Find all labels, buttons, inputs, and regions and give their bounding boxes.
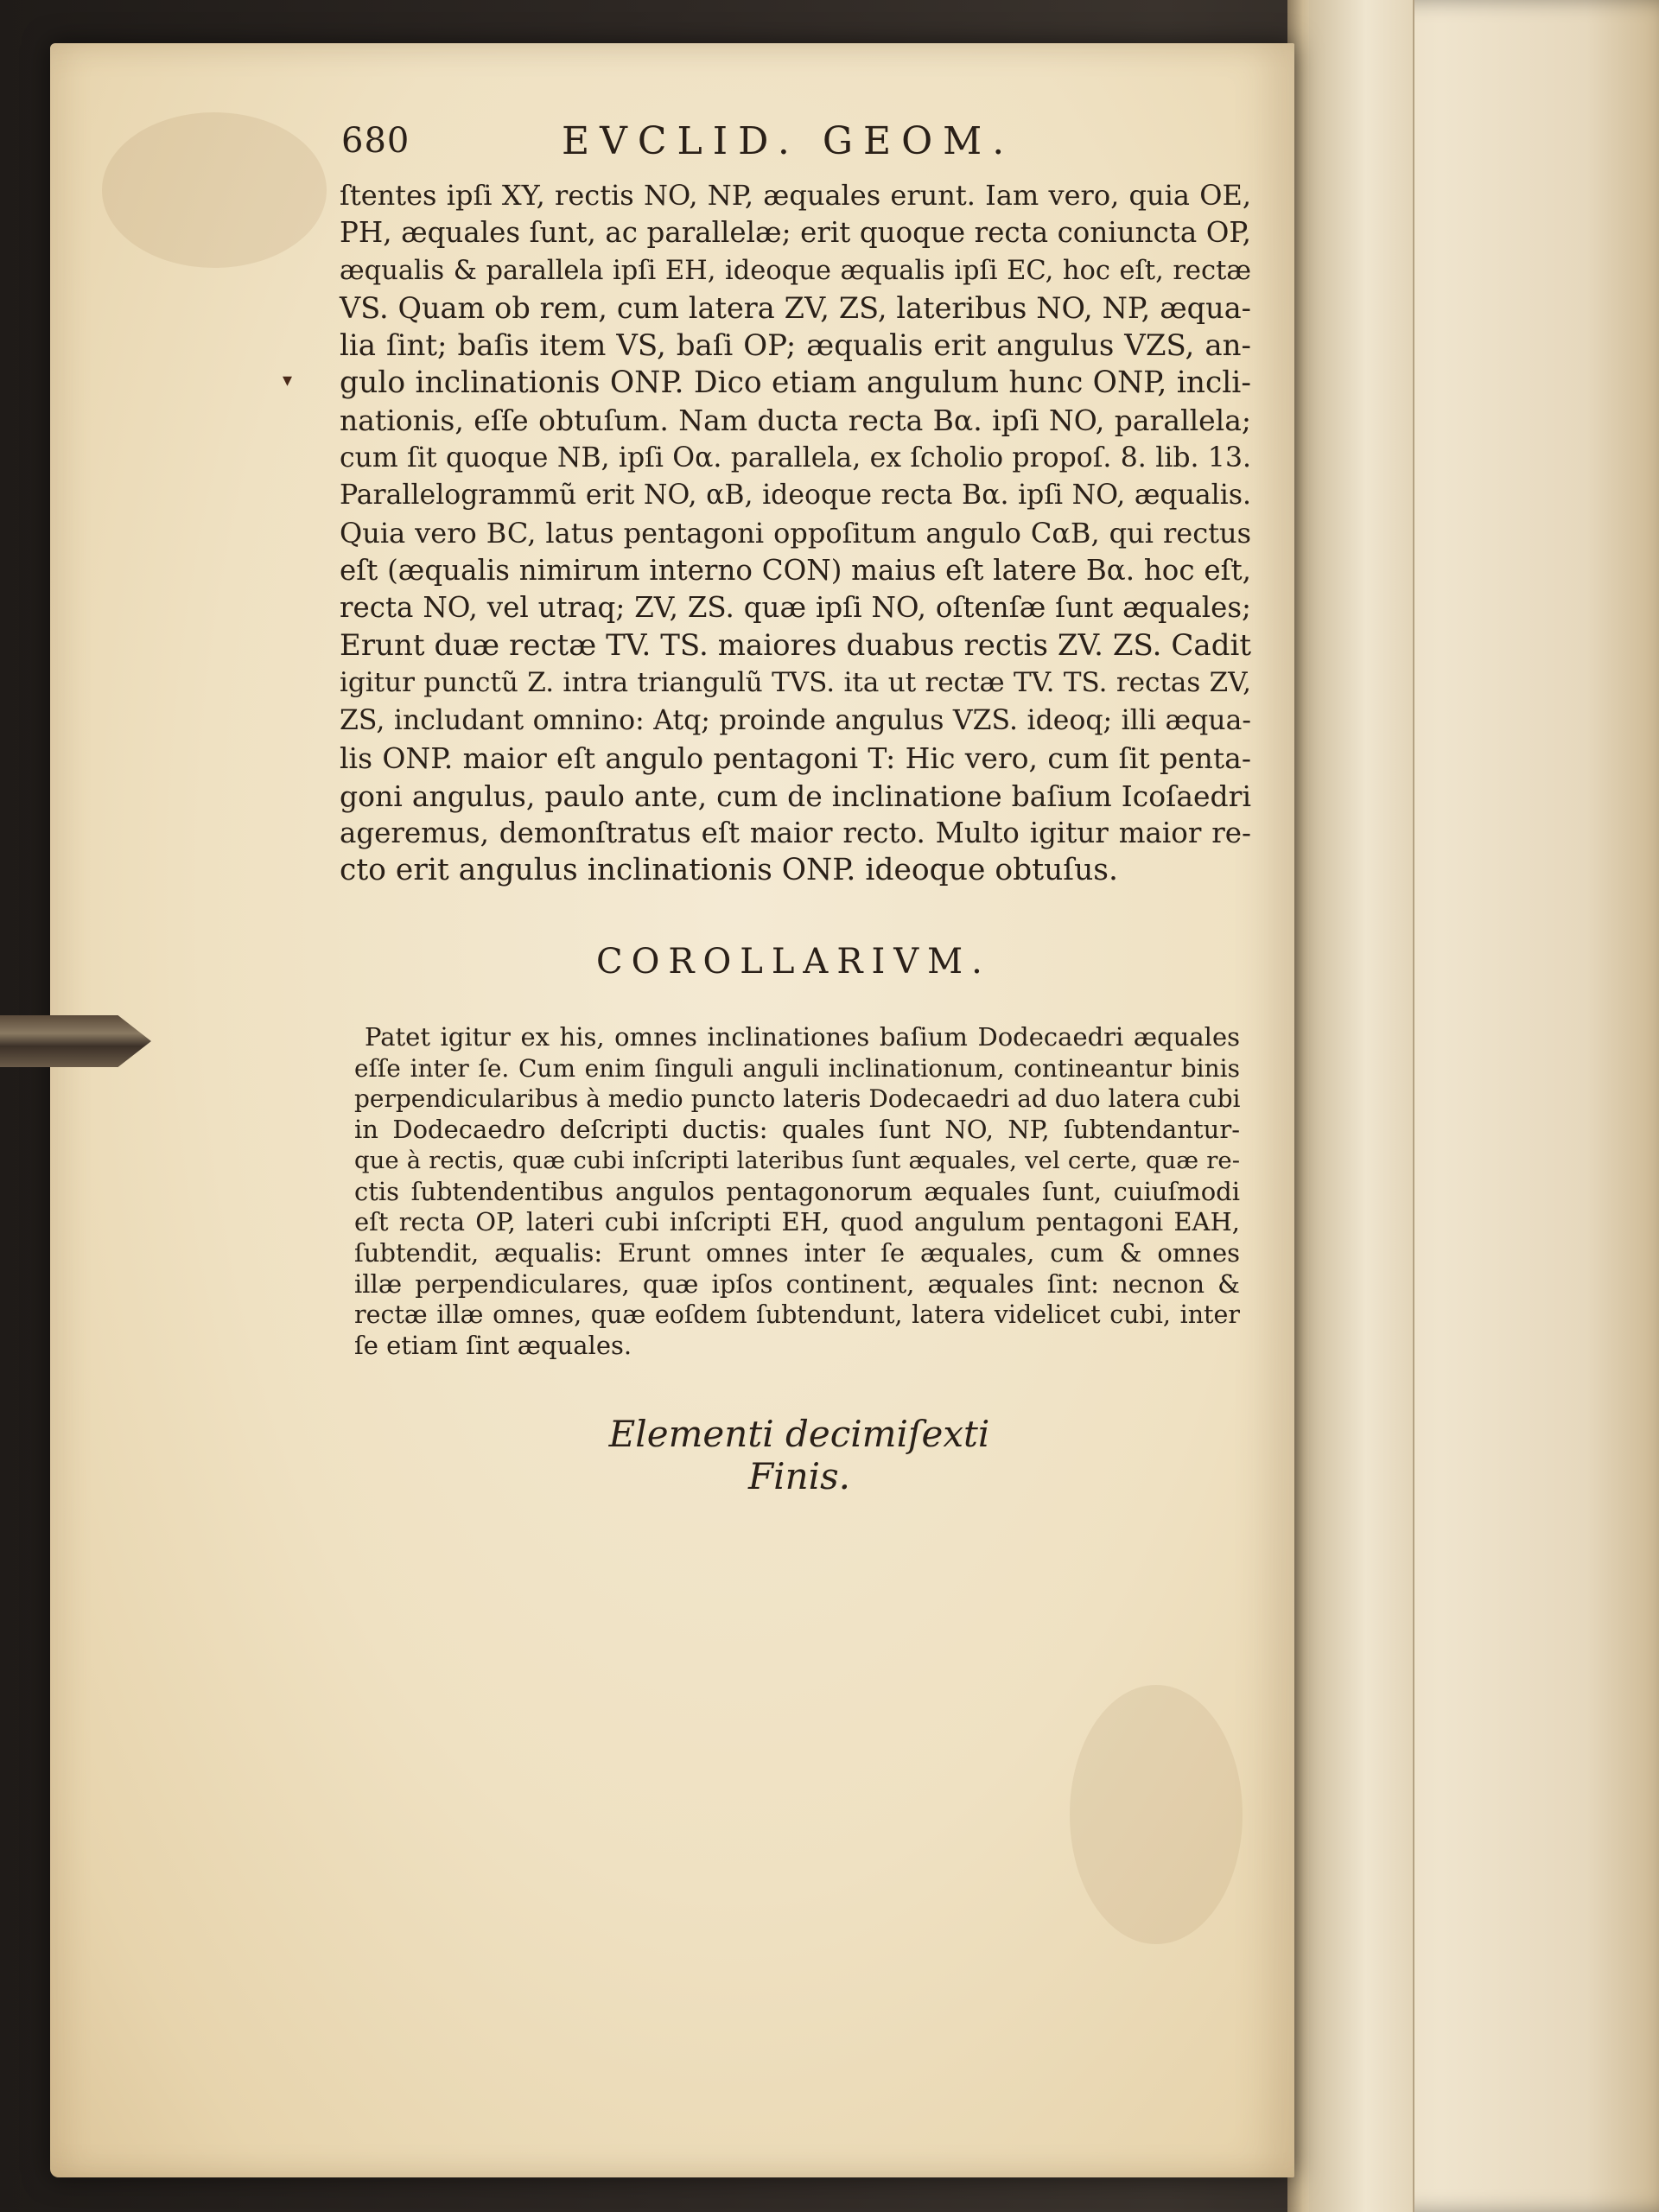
section-title: COROLLARIVM. — [596, 942, 991, 982]
corollary-text-block — [354, 1022, 1240, 1362]
text-line: Parallelogrammũ erit NO, αB, ideoque recta Bα. ipſi NO, æqualis. — [340, 480, 1251, 512]
text-line: ZS, includant omnino: Atq; proinde angulus VZS. ideoq; illi æqua- — [340, 704, 1251, 736]
text-line: VS. Quam ob rem, cum latera ZV, ZS, lateribus NO, NP, æqua- — [340, 291, 1251, 326]
main-text-block — [340, 177, 1251, 890]
paper-stain — [102, 112, 327, 268]
text-line: ſtentes ipſi XY, rectis NO, NP, æquales erunt. Iam vero, quia OE, — [340, 179, 1251, 212]
corollary-line: perpendicularibus à medio puncto lateris Dodecaedri ad duo latera cubi — [354, 1084, 1241, 1114]
page-number: 680 — [341, 121, 410, 161]
text-line: Erunt duæ rectæ TV. TS. maiores duabus rectis ZV. ZS. Cadit — [340, 627, 1251, 663]
text-line: æqualis & parallela ipſi EH, ideoque æqualis ipſi EC, hoc eſt, rectæ — [340, 255, 1251, 286]
corollary-line: ſe etiam ſint æquales. — [354, 1331, 632, 1361]
corollary-line: Patet igitur ex his, omnes inclinationes baſium Dodecaedri æquales — [365, 1022, 1240, 1052]
text-line: goni angulus, paulo ante, cum de inclinatione baſium Icoſaedri — [340, 779, 1251, 813]
text-line: igitur punctũ Z. intra triangulũ TVS. ita ut rectæ TV. TS. rectas ZV, — [340, 667, 1251, 699]
text-line: Quia vero BC, latus pentagoni oppoſitum angulo CαB, qui rectus — [340, 516, 1251, 550]
text-line: eſt (æqualis nimirum interno CON) maius eſt latere Bα. hoc eſt, — [340, 554, 1251, 588]
text-line: nationis, eſſe obtuſum. Nam ducta recta Bα. ipſi NO, parallela; — [340, 404, 1251, 438]
colophon: Elementi decimiſexti Finis. — [608, 1413, 990, 1497]
page-header — [341, 121, 1292, 164]
corollary-line: ctis ſubtendentibus angulos pentagonorum æquales ſunt, cuiuſmodi — [354, 1176, 1240, 1206]
next-leaf-edge — [1309, 0, 1414, 2212]
text-line: recta NO, vel utraq; ZV, ZS. quæ ipſi NO, oſtenſæ ſunt æquales; — [340, 591, 1251, 625]
text-line: gulo inclinationis ONP. Dico etiam angulum hunc ONP, incli- — [340, 365, 1251, 401]
paper-stain — [1070, 1685, 1243, 1944]
text-line: ageremus, demonſtratus eſt maior recto. Multo igitur maior re- — [340, 816, 1251, 849]
text-line: PH, æquales ſunt, ac parallelæ; erit quoque recta coniuncta OP, — [340, 216, 1251, 250]
corollary-line: rectæ illæ omnes, quæ eoſdem ſubtendunt, latera videlicet cubi, inter — [354, 1300, 1240, 1330]
corollary-line: que à rectis, quæ cubi inſcripti lateribus ſunt æquales, vel certe, quæ re- — [354, 1146, 1240, 1174]
text-line: lia ſint; baſis item VS, baſi OP; æqualis erit angulus VZS, an- — [340, 327, 1251, 363]
text-line: cum ſit quoque NB, ipſi Oα. parallela, ex ſcholio propoſ. 8. lib. 13. — [340, 442, 1251, 474]
text-line: cto erit angulus inclinationis ONP. ideoque obtuſus. — [340, 853, 1118, 888]
corollary-line: ſubtendit, æqualis: Erunt omnes inter ſe æquales, cum & omnes — [354, 1237, 1240, 1268]
marginal-mark: ▾ — [283, 370, 293, 391]
corollary-line: eſſe inter ſe. Cum enim ſinguli anguli inclinationum, contineantur binis — [354, 1053, 1240, 1083]
text-line: lis ONP. maior eſt angulo pentagoni T: Hic vero, cum ſit penta- — [340, 741, 1251, 776]
running-head: EVCLID. GEOM. — [562, 119, 1015, 163]
corollary-line: eſt recta OP, lateri cubi inſcripti EH, quod angulum pentagoni EAH, — [354, 1207, 1240, 1237]
corollary-line: in Dodecaedro deſcripti ductis: quales ſunt NO, NP, ſubtendantur- — [354, 1115, 1240, 1145]
corollary-line: illæ perpendiculares, quæ ipſos continent, æquales ſint: necnon & — [354, 1268, 1240, 1299]
